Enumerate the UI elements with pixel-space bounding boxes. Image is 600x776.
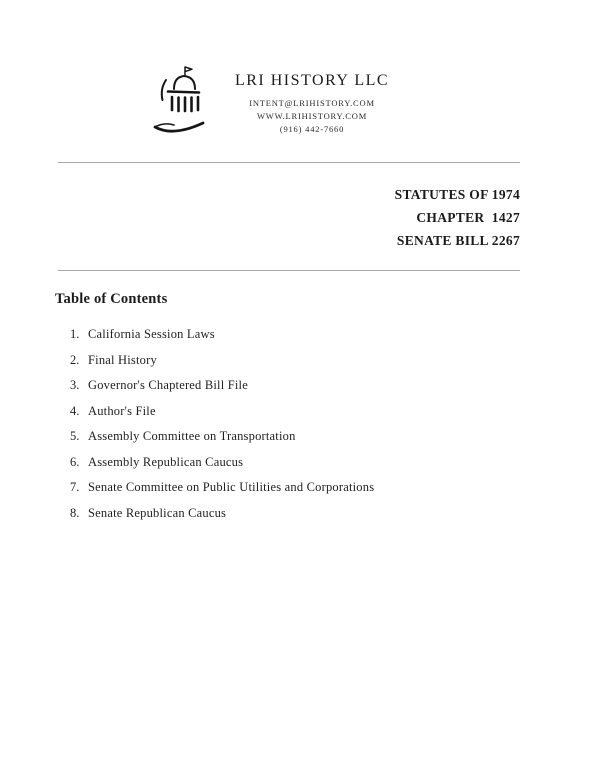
toc-item-number: 1. bbox=[70, 327, 80, 341]
toc-item-number: 6. bbox=[70, 454, 80, 469]
toc-item bbox=[70, 348, 540, 374]
letterhead bbox=[0, 62, 540, 140]
toc-item-label: Assembly Committee on Transportation bbox=[88, 429, 296, 443]
capitol-dome-icon bbox=[151, 64, 209, 140]
toc-item bbox=[70, 399, 540, 425]
toc-item bbox=[70, 450, 540, 476]
statutes-of-line: STATUTES OF 1974 bbox=[394, 187, 520, 202]
toc-item-number: 5. bbox=[70, 429, 80, 443]
toc-item bbox=[70, 322, 540, 348]
toc-item-label: Governor's Chaptered Bill File bbox=[88, 378, 248, 392]
toc-list bbox=[70, 322, 540, 526]
statute-block bbox=[0, 183, 600, 252]
toc-item-label: Final History bbox=[88, 352, 157, 367]
letterhead-text bbox=[235, 62, 389, 136]
toc-item-label: Senate Republican Caucus bbox=[88, 505, 227, 520]
toc-item-label: Assembly Republican Caucus bbox=[88, 454, 244, 469]
toc-item-label: Senate Committee on Public Utilities and Corporations bbox=[88, 480, 375, 494]
toc-item-label: Author's File bbox=[88, 403, 156, 418]
toc-item-number: 3. bbox=[70, 378, 80, 392]
toc-item-number: 2. bbox=[70, 352, 80, 367]
toc-item-label: California Session Laws bbox=[88, 327, 215, 341]
company-name: LRI HISTORY LLC bbox=[234, 72, 390, 89]
divider-middle bbox=[58, 270, 520, 271]
divider-top bbox=[58, 162, 520, 163]
senate-bill-line: SENATE BILL 2267 bbox=[396, 233, 520, 248]
toc-item-number: 7. bbox=[70, 480, 80, 494]
toc-item bbox=[70, 475, 540, 501]
email-text: INTENT@LRIHISTORY.COM bbox=[249, 98, 375, 108]
website-text: WWW.LRIHISTORY.COM bbox=[256, 111, 368, 121]
toc-item-number: 4. bbox=[70, 403, 80, 418]
toc-title: Table of Contents bbox=[55, 291, 168, 307]
chapter-line: CHAPTER 1427 bbox=[416, 210, 520, 225]
toc-item bbox=[70, 424, 540, 450]
toc-item bbox=[70, 501, 540, 527]
phone-text: (916) 442-7660 bbox=[279, 124, 345, 134]
toc-item-number: 8. bbox=[70, 505, 80, 520]
toc-item bbox=[70, 373, 540, 399]
